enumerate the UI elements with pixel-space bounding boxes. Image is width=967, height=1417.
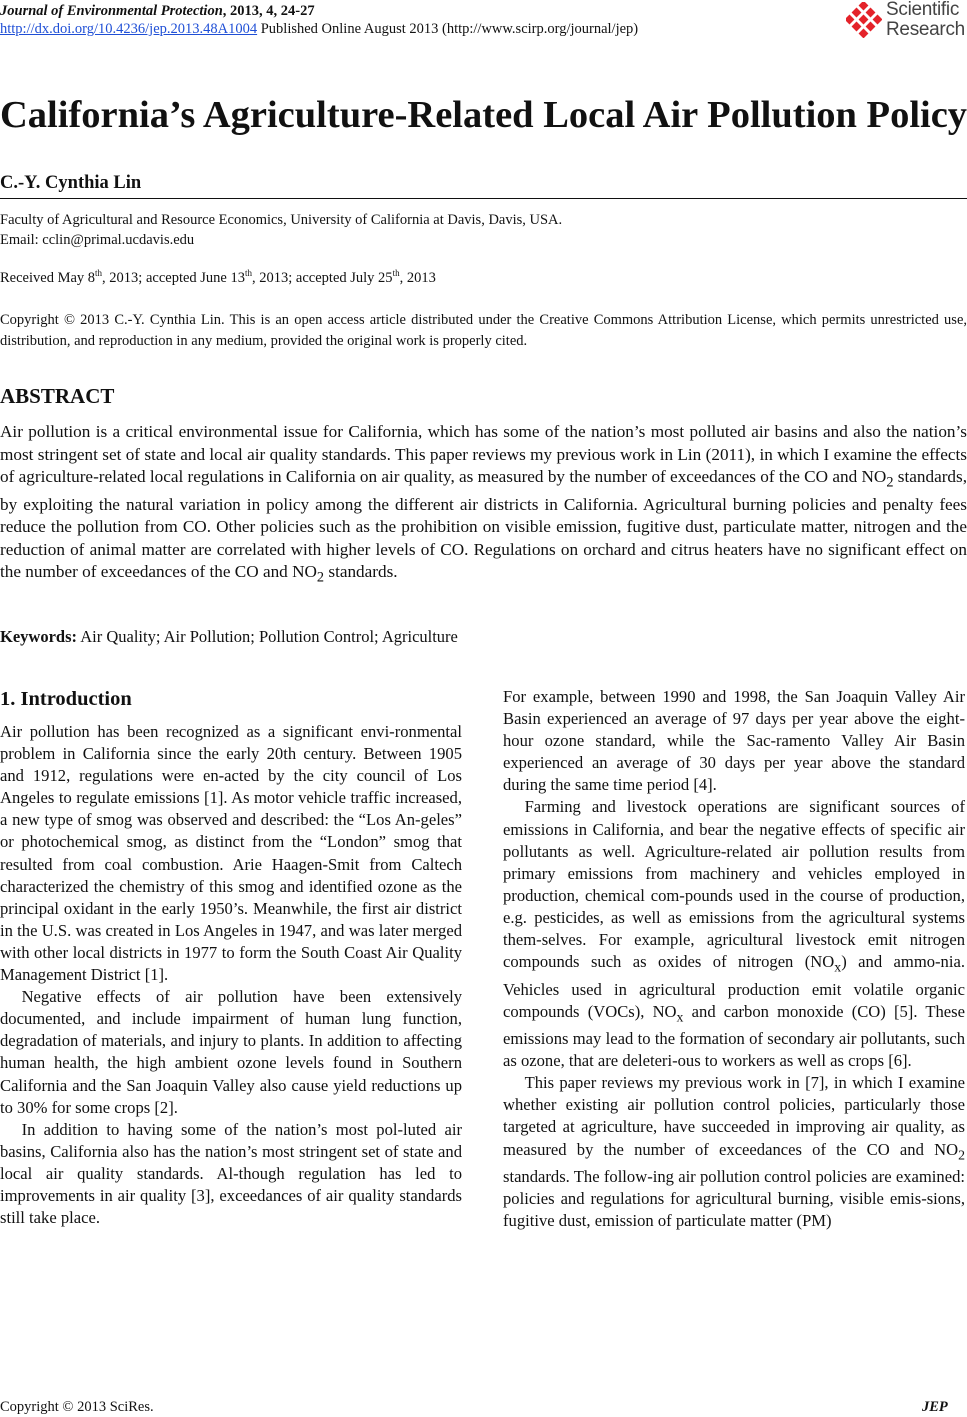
- logo-line-2: Research: [886, 19, 965, 40]
- logo-text: [886, 0, 965, 40]
- paragraph: Air pollution has been recognized as a significant envi-ronmental problem in California since the early 20th century. Between 1905 and 1912, regulations were en-acted by the city council of Los Angeles to regulate emissions [1]. As motor vehicle traffic increased, a new type of smog was observed and described: the “Los An-geles” or photochemical smog, as distinct from the “London” smog that resulted from coal combustion. Arie Haagen-Smit from Caltech characterized the chemistry of this smog and identified ozone as the principal oxidant in the early 1950’s. Meanwhile, the first air district in the U.S. was created in Los Angeles in 1947, and was later merged with other local districts in 1977 to form the South Coast Air Quality Management District [1].: [0, 722, 462, 985]
- keywords-label: Keywords:: [0, 627, 77, 646]
- author-name: C.-Y. Cynthia Lin: [0, 173, 142, 193]
- keywords: [0, 626, 458, 648]
- logo-dots-icon: [846, 2, 882, 38]
- journal-header: [0, 2, 830, 38]
- footer-copyright: Copyright © 2013 SciRes.: [0, 1399, 154, 1415]
- paper-title: California’s Agriculture-Related Local Air Pollution Policy: [0, 94, 967, 136]
- keywords-text: Air Quality; Air Pollution; Pollution Control; Agriculture: [77, 627, 458, 646]
- author-email: Email: cclin@primal.ucdavis.edu: [0, 232, 195, 248]
- journal-name: Journal of Environmental Protection: [0, 3, 223, 19]
- abstract-heading: ABSTRACT: [0, 384, 115, 408]
- journal-volume: , 2013, 4, 24-27: [222, 3, 315, 19]
- paragraph: For example, between 1990 and 1998, the San Joaquin Valley Air Basin experienced an average of 97 days per year above the eight-hour ozone standard, while the Sac-ramento Valley Air Basin experienced an average of 30 days per year above the standard during the same time period [4].: [503, 687, 965, 795]
- paragraph: In addition to having some of the nation’s most pol-luted air basins, California also has the nation’s most stringent set of state and local air quality standards. Al-though regulation has led to improvements in air quality [3], exceedances of air quality standards still take place.: [0, 1119, 462, 1228]
- published-info: Published Online August 2013 (http://www.scirp.org/journal/jep): [257, 21, 639, 37]
- right-column: [503, 686, 965, 1232]
- section-heading: 1. Introduction: [0, 688, 132, 710]
- paragraph: This paper reviews my previous work in [7], in which I examine whether existing air pollution control policies, particularly those targeted at agriculture, have succeeded in improving air quality, as measured by the number of exceedances of the CO and $NO_2$ standards. The follow-ing air pollution control policies are examined: policies and regulations for agricultural burning, visible emis-sions, fugitive dust, emission of particulate matter (PM): [503, 1073, 965, 1231]
- left-column: [0, 686, 462, 1229]
- received-dates: Received May 8th, 2013; accepted June 13th, 2013; accepted July 25th, 2013: [0, 268, 436, 286]
- scientific-research-logo: [846, 0, 967, 44]
- affiliation: Faculty of Agricultural and Resource Economics, University of California at Davis, Davis, USA.: [0, 212, 563, 228]
- paragraph: Negative effects of air pollution have been extensively documented, and include impairment of human lung function, degradation of materials, and injury to plants. In addition to affecting human health, the high ambient ozone levels found in Southern California and the San Joaquin Valley also cause yield reductions up to 30% for some crops [2].: [0, 987, 462, 1117]
- doi-link[interactable]: http://dx.doi.org/10.4236/jep.2013.48A1004: [0, 21, 258, 37]
- abstract-text: Air pollution is a critical environmental issue for California, which has some of the nation’s most polluted air basins and also the nation’s most stringent set of state and local air quality standards. This paper reviews my previous work in Lin (2011), in which I examine the effects of agriculture-related local regulations in California on air quality, as measured by the number of exceedances of the CO and $NO_2$ standards, by exploiting the natural variation in policy among the different air districts in California. Agricultural burning policies and penalty fees reduce the pollution from CO. Other policies such as the prohibition on visible emission, fugitive dust, particulate matter, nitrogen and the reduction of animal matter are correlated with higher levels of CO. Regulations on orchard and citrus heaters have no significant effect on the number of exceedances of the CO and $NO_2$ standards.: [0, 422, 967, 586]
- journal-citation: [0, 2, 830, 20]
- footer-journal-abbrev: JEP: [922, 1399, 948, 1415]
- doi-line: [0, 20, 830, 38]
- copyright-notice: Copyright © 2013 C.-Y. Cynthia Lin. This is an open access article distributed under the Creative Commons Attribution License, which permits unrestricted use, distribution, and reproduction in any medium, provided the original work is properly cited.: [0, 312, 967, 349]
- logo-line-1: Scientific: [886, 0, 960, 20]
- author-divider: [0, 198, 967, 199]
- paragraph: Farming and livestock operations are significant sources of emissions in California, and bear the negative effects of specific air pollutants as well. Agriculture-related air pollution results from primary emissions from machinery and vehicles employed in production, chemical com-pounds used in the course of production, e.g. pesticides, as well as emissions from the agricultural systems them-selves. For example, agricultural livestock emit nitrogen compounds such as oxides of nitrogen $(NO_x)$ and ammo-nia. Vehicles used in agricultural production emit volatile organic compounds (VOCs), $NO_x$ and carbon monoxide (CO) [5]. These emissions may lead to the formation of secondary air pollutants, such as ozone, that are deleteri-ous to workers as well as crops [6].: [503, 797, 965, 1071]
